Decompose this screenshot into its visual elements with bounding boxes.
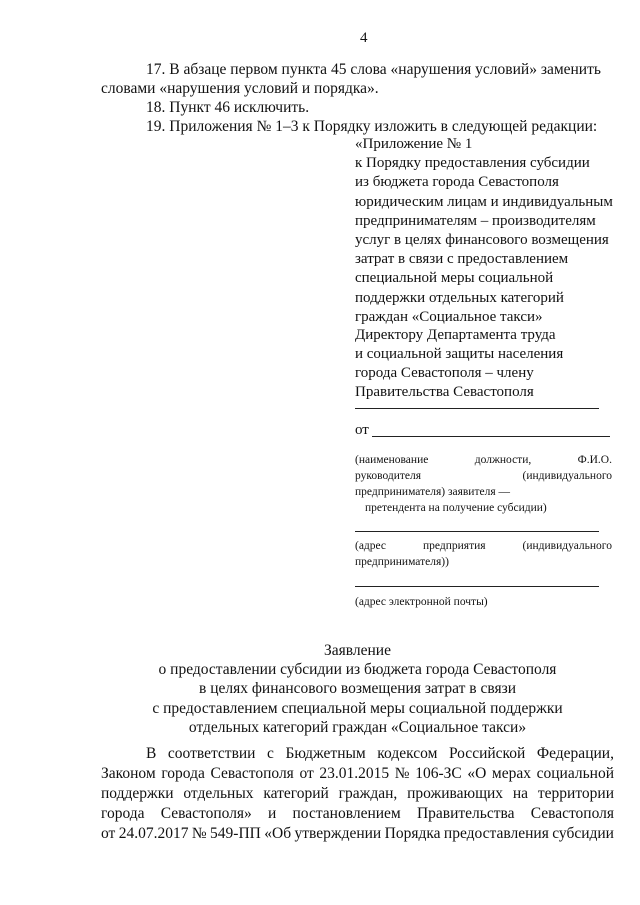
body-word: Севастополя: [530, 805, 614, 822]
hint-email: (адрес электронной почты): [355, 596, 488, 608]
body-word: предоставления: [443, 825, 549, 842]
addressee-line: города Севастополя – члену: [355, 365, 534, 381]
from-label: от: [355, 422, 369, 438]
body-word: В: [146, 745, 157, 762]
body-word: Севастополя: [210, 765, 294, 782]
body-word: граждан,: [338, 785, 398, 802]
body-word: на: [512, 785, 529, 802]
body-word: города: [101, 805, 145, 822]
from-blank-line: [372, 436, 610, 437]
body-word: социальной: [536, 765, 614, 782]
title-line: отдельных категорий граждан «Социальное такси»: [188, 718, 527, 736]
blank-line-1: [355, 408, 599, 409]
body-word: с: [267, 745, 274, 762]
appendix-line: юридическим лицам и индивидуальным: [355, 193, 613, 210]
body-word: проживающих: [407, 785, 504, 802]
body-word: Севастополя»: [160, 805, 252, 822]
body-word: Федерации,: [536, 745, 614, 762]
body-word: №: [394, 765, 410, 782]
hint-position-line-1: [355, 452, 612, 468]
body-word: «О: [467, 765, 487, 782]
body-word: категорий: [263, 785, 329, 802]
addressee-line: Директору Департамента труда: [355, 327, 556, 343]
body-word: утверждении: [294, 825, 382, 842]
hint-word: руководителя: [355, 470, 422, 482]
body-word: субсидии: [552, 825, 614, 842]
hint-word: (индивидуального: [522, 540, 612, 552]
body-word: №: [191, 825, 207, 842]
hint-word: должности,: [474, 454, 532, 466]
body-word: Правительства: [416, 805, 515, 822]
addressee-block: [355, 326, 563, 402]
body-word: Законом: [101, 765, 156, 782]
addressee-line: Правительства Севастополя: [355, 384, 534, 400]
hint-position-line-3: предпринимателя) заявителя —: [355, 486, 510, 498]
body-word: 23.01.2015: [319, 765, 390, 782]
body-line-3: [101, 784, 614, 804]
item-17-line-1: 17. В абзаце первом пункта 45 слова «нарушения условий» заменить: [146, 61, 601, 78]
body-line-5: [101, 824, 614, 844]
hint-word: Ф.И.О.: [577, 454, 612, 466]
body-word: и: [268, 805, 277, 822]
hint-address-line-2: предпринимателя)): [355, 556, 449, 568]
blank-line-email: [355, 586, 599, 587]
body-word: территории: [537, 785, 614, 802]
body-word: мерах: [491, 765, 531, 782]
body-word: от: [101, 825, 116, 842]
hint-position-line-2: [355, 468, 612, 484]
appendix-line: услуг в целях финансового возмещения: [355, 232, 609, 249]
appendix-line: специальной меры социальной: [355, 270, 554, 287]
page-number: 4: [360, 30, 368, 46]
appendix-line: затрат в связи с предоставлением: [355, 251, 569, 268]
body-line-2: [101, 764, 614, 784]
title-line: в целях финансового возмещения затрат в связи: [199, 680, 516, 698]
appendix-line: к Порядку предоставления субсидии: [355, 155, 590, 172]
item-17-line-2: словами «нарушения условий и порядка».: [101, 80, 379, 97]
hint-word: (наименование: [355, 454, 429, 466]
body-word: «Об: [264, 825, 292, 842]
appendix-header: [355, 135, 613, 327]
body-word: Порядка: [384, 825, 441, 842]
hint-address-line-1: [355, 538, 612, 554]
hint-word: (адрес: [355, 540, 387, 552]
body-word: соответствии: [167, 745, 256, 762]
body-word: города: [161, 765, 205, 782]
body-word: от: [299, 765, 314, 782]
statement-title: [100, 641, 615, 737]
hint-word: (индивидуального: [522, 470, 612, 482]
title-line: с предоставлением специальной меры социальной поддержки: [152, 699, 563, 717]
body-word: Бюджетным: [285, 745, 366, 762]
appendix-line: граждан «Социальное такси»: [355, 308, 543, 325]
body-word: 24.07.2017: [118, 825, 189, 842]
body-line-1: [146, 744, 614, 764]
body-line-4: [101, 804, 614, 824]
title-line: о предоставлении субсидии из бюджета города Севастополя: [158, 661, 557, 679]
addressee-line: и социальной защиты населения: [355, 346, 564, 362]
appendix-line: поддержки отдельных категорий: [355, 289, 564, 306]
body-word: поддержки: [101, 785, 174, 802]
body-word: кодексом: [377, 745, 438, 762]
title-line: Заявление: [324, 642, 391, 659]
body-word: отдельных: [183, 785, 254, 802]
appendix-line: «Приложение № 1: [355, 136, 473, 152]
body-word: постановлением: [292, 805, 401, 822]
body-word: Российской: [448, 745, 526, 762]
item-19: 19. Приложения № 1–3 к Порядку изложить в следующей редакции:: [146, 118, 598, 135]
blank-line-address: [355, 531, 599, 532]
item-18: 18. Пункт 46 исключить.: [146, 99, 310, 116]
appendix-line: предпринимателям – производителям: [355, 212, 596, 229]
body-word: 106-ЗС: [415, 765, 462, 782]
body-word: 549-ПП: [210, 825, 261, 842]
hint-word: предприятия: [423, 540, 486, 552]
appendix-line: из бюджета города Севастополя: [355, 174, 559, 191]
hint-position-line-4: претендента на получение субсидии): [365, 502, 547, 514]
